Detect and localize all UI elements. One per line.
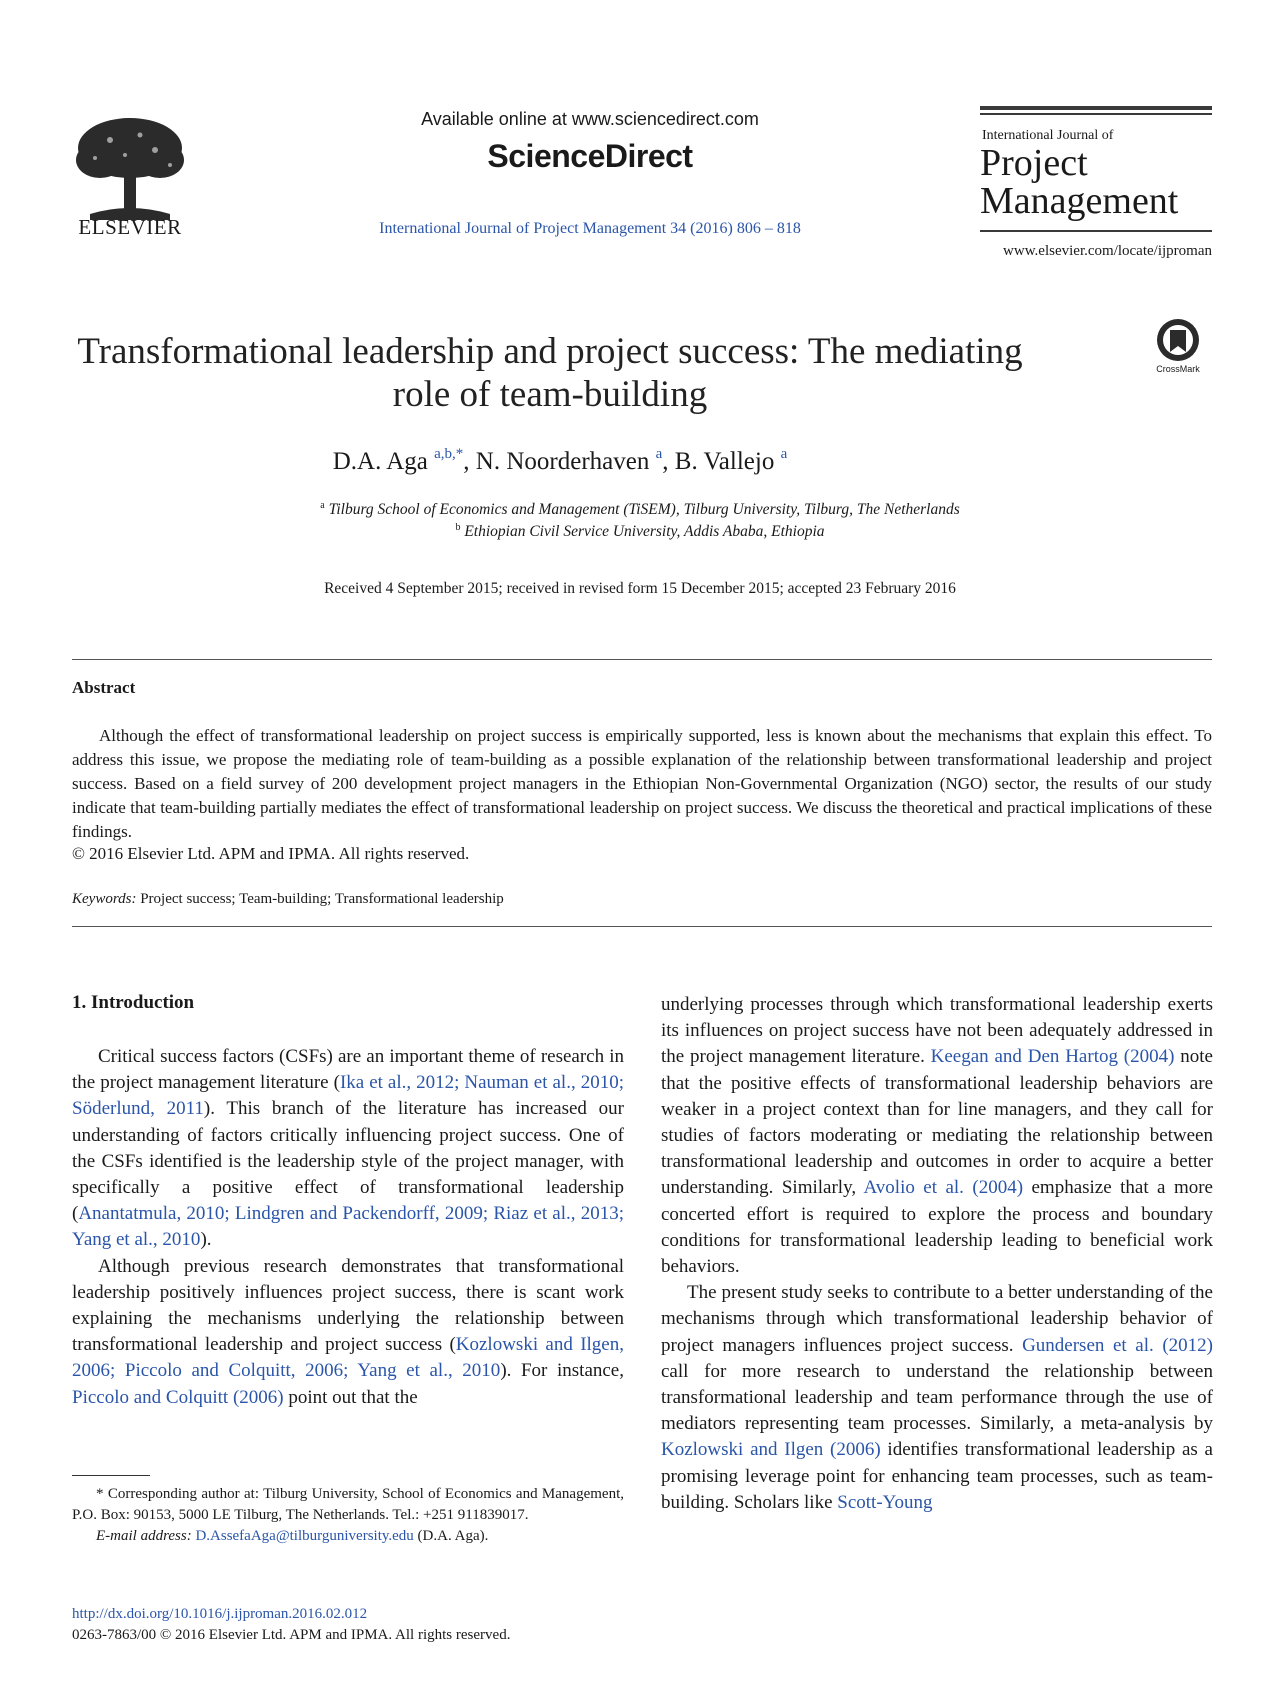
article-title: Transformational leadership and project success: The mediating role of team-building	[77, 331, 1023, 415]
author-affiliation-mark[interactable]: a,b,*	[434, 446, 464, 462]
doi-link[interactable]: http://dx.doi.org/10.1016/j.ijproman.2016.02.012	[72, 1606, 368, 1622]
paragraph-text: Critical success factors (CSFs) are an important theme of research in the project management literature (	[72, 1046, 624, 1094]
author-list	[200, 446, 920, 476]
citation-link[interactable]: Avolio et al. (2004)	[863, 1177, 1024, 1199]
citation-link[interactable]: Ika et al., 2012; Nauman et al., 2010; Söderlund, 2011	[72, 1072, 624, 1120]
affiliation-text: Tilburg School of Economics and Management (TiSEM), Tilburg University, Tilburg, The Netherlands	[328, 501, 960, 518]
keywords	[72, 891, 504, 908]
journal-rule-top	[980, 106, 1212, 110]
email-label: E-mail address:	[96, 1528, 192, 1544]
journal-name-line2: Management	[980, 180, 1179, 222]
issn-copyright: 0263-7863/00 © 2016 Elsevier Ltd. APM and IPMA. All rights reserved.	[72, 1627, 511, 1643]
available-online: Available online at www.sciencedirect.com	[421, 109, 759, 129]
email-line	[72, 1526, 624, 1547]
paragraph-text: point out that the	[283, 1386, 418, 1408]
abstract-body: Although the effect of transformational leadership on project success is empirically supported, less is known about the mechanisms that explain this effect. To address this issue, we propose the mediating role of team-building as a possible explanation of the relationship between transformational leadership and project success. Based on a field survey of 200 development project managers in the Ethiopian Non-Governmental Organization (NGO) sector, the results of our study indicate that team-building partially mediates the effect of transformational leadership on project success. We discuss the theoretical and practical implications of these findings.	[72, 726, 1212, 841]
affiliation-mark: b	[455, 522, 461, 533]
affiliation-text: Ethiopian Civil Service University, Addis Ababa, Ethiopia	[464, 523, 825, 540]
sciencedirect-logo: ScienceDirect	[487, 138, 693, 174]
citation-link[interactable]: Gundersen et al. (2012)	[1022, 1334, 1213, 1356]
author-name: D.A. Aga	[332, 448, 428, 475]
journal-rule-top-thin	[980, 113, 1212, 115]
paragraph	[661, 1280, 1213, 1516]
paragraph	[72, 1254, 624, 1411]
keywords-label: Keywords:	[72, 891, 137, 907]
affiliation-a	[140, 500, 1140, 519]
abstract-copyright: © 2016 Elsevier Ltd. APM and IPMA. All rights reserved.	[72, 844, 470, 863]
affiliation-b	[140, 522, 1140, 541]
footnote	[72, 1484, 624, 1547]
citation-link[interactable]: Piccolo and Colquitt (2006)	[72, 1386, 284, 1408]
paragraph-text: Although previous research demonstrates that transformational leadership positively influences project success, there is scant work explaining the mechanisms underlying the relationship between transformational leadership and project success (	[72, 1255, 624, 1356]
left-column	[72, 1044, 624, 1411]
paragraph	[661, 992, 1213, 1280]
abstract-heading: Abstract	[72, 678, 136, 697]
right-column	[661, 992, 1213, 1516]
corresponding-author-note: * Corresponding author at: Tilburg University, School of Economics and Management, P.O. Box: 90153, 5000 LE Tilburg, The Netherlands. Tel.: +251 911839017.	[72, 1486, 624, 1523]
paragraph-text: identifies transformational leadership as a promising leverage point for enhancing team processes, such as team-building. Scholars like	[661, 1439, 1213, 1513]
citation-link[interactable]: Anantatmula, 2010; Lindgren and Packendorff, 2009; Riaz et al., 2013; Yang et al., 2010	[72, 1203, 624, 1251]
author-affiliation-mark[interactable]: a	[780, 446, 788, 462]
paragraph-text: underlying processes through which transformational leadership exerts its influences on project success have not been adequately addressed in the project management literature.	[661, 994, 1213, 1068]
paragraph-text: ). For instance,	[500, 1360, 624, 1382]
email-link[interactable]: D.AssefaAga@tilburguniversity.edu	[195, 1528, 414, 1544]
divider-bottom	[72, 926, 1212, 927]
section-heading: 1. Introduction	[72, 992, 195, 1013]
email-suffix: (D.A. Aga).	[417, 1528, 489, 1544]
paragraph-text: The present study seeks to contribute to a better understanding of the mechanisms through which transformational leadership behavior of project managers influences project success.	[661, 1282, 1213, 1356]
author-name: B. Vallejo	[674, 448, 775, 475]
affiliation-mark: a	[320, 500, 325, 511]
keywords-text: Project success; Team-building; Transformational leadership	[140, 891, 504, 907]
received-dates: Received 4 September 2015; received in revised form 15 December 2015; accepted 23 February 2016	[324, 580, 956, 597]
author-separator: ,	[463, 448, 476, 475]
citation-link[interactable]: Scott-Young	[837, 1491, 933, 1513]
author-separator: ,	[662, 448, 675, 475]
citation-link[interactable]: Kozlowski and Ilgen, 2006; Piccolo and Colquitt, 2006; Yang et al., 2010	[72, 1334, 624, 1382]
citation-link[interactable]: Keegan and Den Hartog (2004)	[930, 1046, 1175, 1068]
paragraph-text: note that the positive effects of transformational leadership behaviors are weaker in a project context than for line managers, and they call for studies of factors moderating or mediating the relationship between transformational leadership and outcomes in order to acquire a better understanding. Similarly,	[661, 1046, 1213, 1199]
paragraph-text: ).	[200, 1229, 212, 1251]
journal-url: www.elsevier.com/locate/ijproman	[1003, 243, 1212, 259]
paragraph-text: ). This branch of the literature has increased our understanding of factors critically influencing project success. One of the CSFs identified is the leadership style of the project manager, with specifically a positive effect of transformational leadership (	[72, 1098, 624, 1225]
paragraph-text: call for more research to understand the relationship between transformational leadership and team performance through the use of mediators representing team processes. Similarly, a meta-analysis by	[661, 1360, 1213, 1435]
journal-rule-bottom	[980, 230, 1212, 232]
author-name: N. Noorderhaven	[475, 448, 650, 475]
journal-prefix: International Journal of	[982, 128, 1114, 143]
divider-top	[72, 659, 1212, 660]
paragraph	[72, 1044, 624, 1254]
author-affiliation-mark[interactable]: a	[655, 446, 663, 462]
paragraph-text: emphasize that a more concerted effort is required to explore the process and boundary conditions for transformational leadership leading to beneficial work behaviors.	[661, 1177, 1213, 1278]
crossmark-label: CrossMark	[1156, 364, 1200, 374]
journal-reference-link[interactable]: International Journal of Project Management 34 (2016) 806 – 818	[379, 220, 801, 237]
journal-name-line1: Project	[980, 142, 1088, 184]
citation-link[interactable]: Kozlowski and Ilgen (2006)	[661, 1439, 881, 1461]
crossmark-icon[interactable]	[1156, 318, 1200, 362]
publisher-wordmark: ELSEVIER	[78, 215, 182, 239]
footnote-rule	[72, 1475, 150, 1476]
